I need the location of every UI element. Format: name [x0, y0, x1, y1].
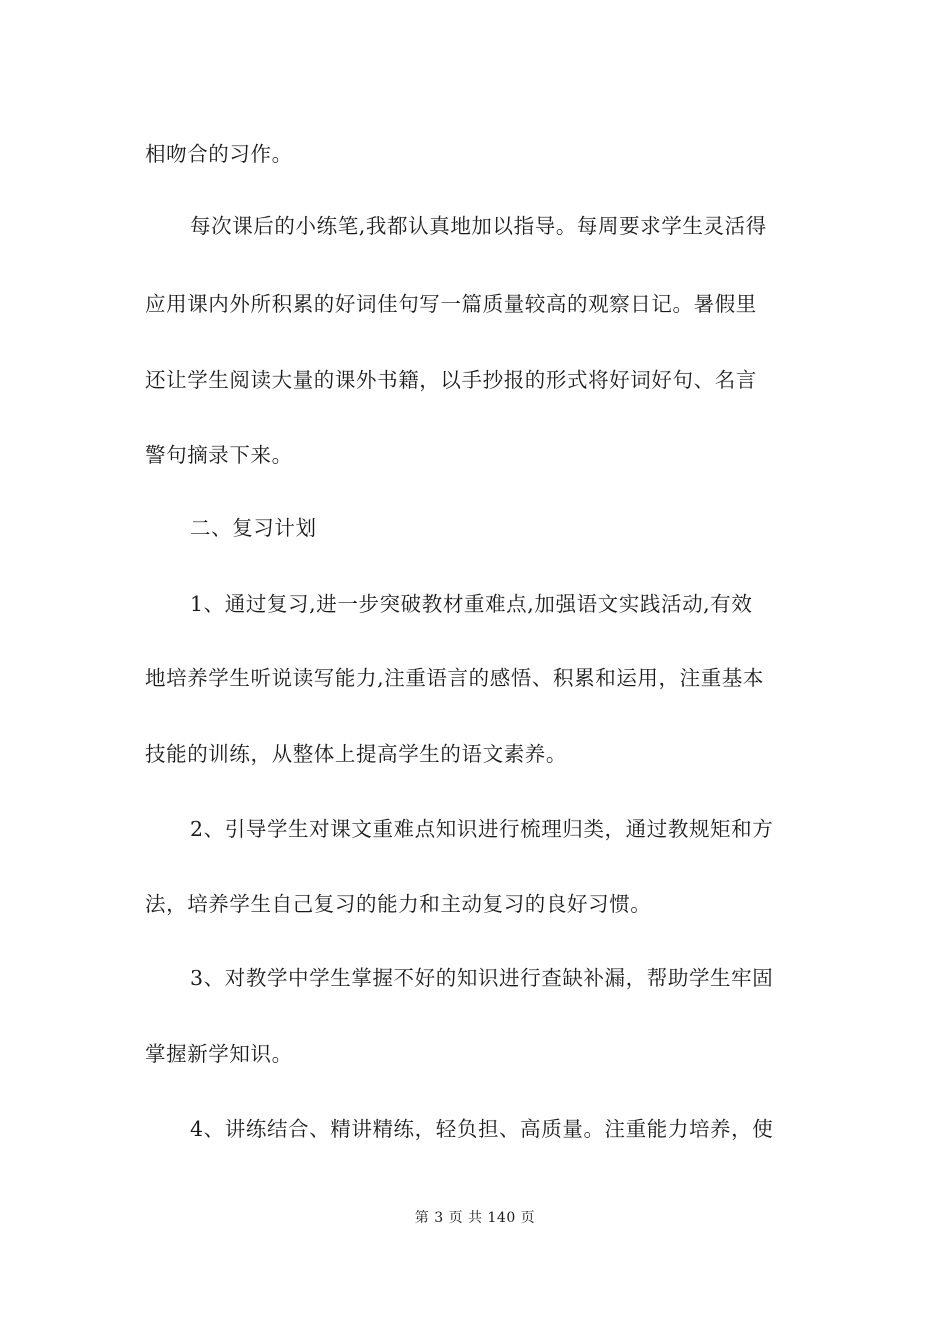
- text-line: 警句摘录下来。: [145, 443, 293, 467]
- paragraph-start-line: 4、讲练结合、精讲精练，轻负担、高质量。注重能力培养，使: [190, 1117, 774, 1141]
- text-line: 应用课内外所积累的好词佳句写一篇质量较高的观察日记。暑假里: [145, 292, 757, 316]
- text-line: 相吻合的习作。: [145, 142, 293, 166]
- paragraph-start-line: 3、对教学中学生掌握不好的知识进行查缺补漏，帮助学生牢固: [190, 966, 774, 990]
- paragraph-start-line: 1、通过复习,进一步突破教材重难点,加强语文实践活动,有效: [190, 592, 753, 616]
- paragraph-start-line: 每次课后的小练笔,我都认真地加以指导。每周要求学生灵活得: [190, 214, 767, 238]
- text-line: 还让学生阅读大量的课外书籍，以手抄报的形式将好词好句、名言: [145, 368, 757, 392]
- text-line: 技能的训练，从整体上提高学生的语文素养。: [145, 742, 567, 766]
- text-line: 法，培养学生自己复习的能力和主动复习的良好习惯。: [145, 892, 652, 916]
- paragraph-start-line: 2、引导学生对课文重难点知识进行梳理归类，通过教规矩和方: [190, 817, 774, 841]
- text-line: 地培养学生听说读写能力,注重语言的感悟、积累和运用，注重基本: [145, 666, 765, 690]
- text-line: 掌握新学知识。: [145, 1042, 293, 1066]
- section-heading: 二、复习计划: [190, 516, 317, 540]
- page-footer: 第 3 页 共 140 页: [414, 1210, 536, 1226]
